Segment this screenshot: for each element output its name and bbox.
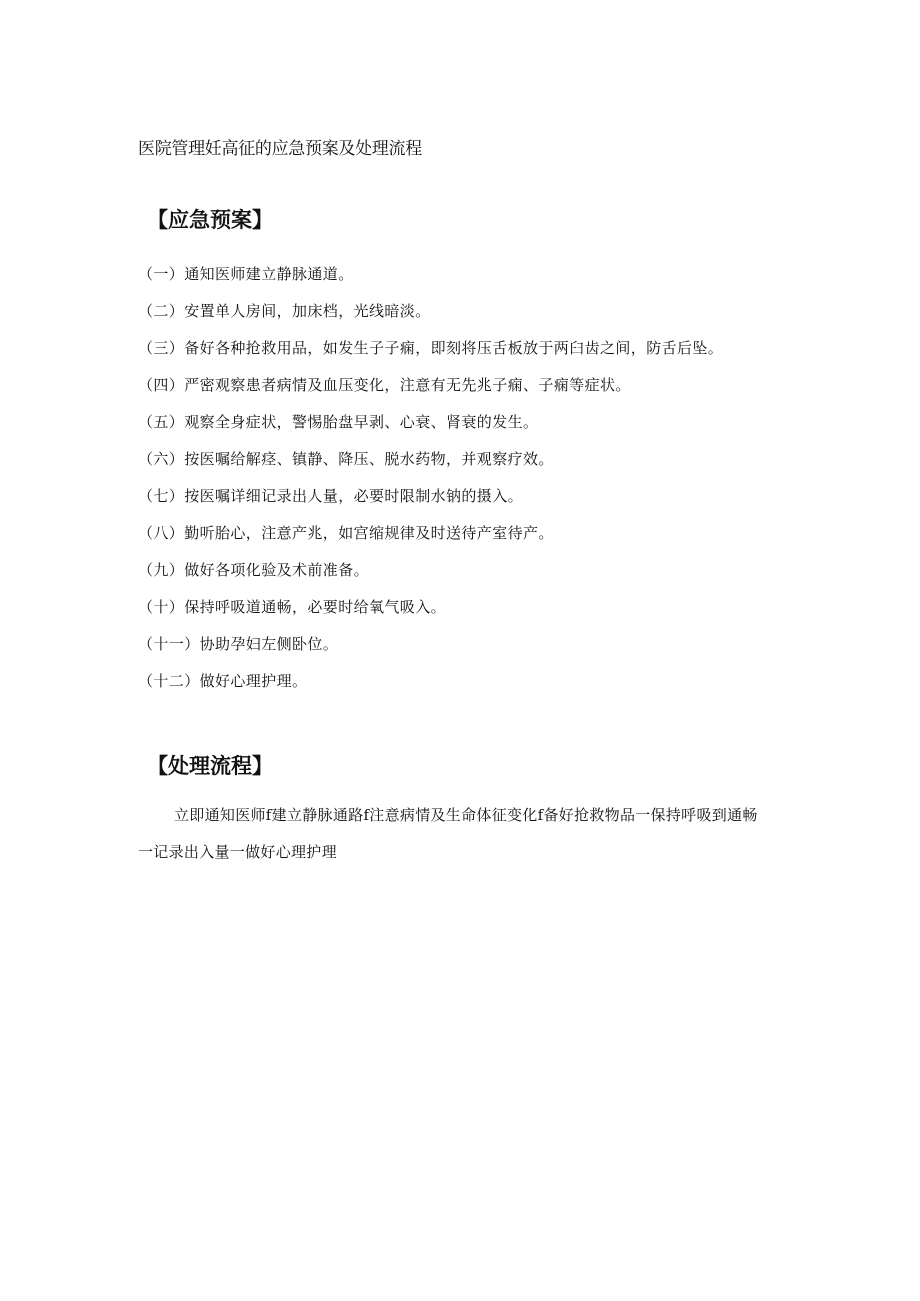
plan-item-2: （二）安置单人房间，加床档，光线暗淡。 — [138, 302, 431, 320]
process-flow-text: 立即通知医师f建立静脉通路f注意病情及生命体征变化f备好抢救物品一保持呼吸到通畅一记录出入量一做好心理护理 — [138, 806, 758, 861]
plan-item-5: （五）观察全身症状，警惕胎盘早剥、心衰、肾衰的发生。 — [138, 413, 539, 431]
plan-item-6: （六）按医嘱给解痉、镇静、降压、脱水药物，并观察疗效。 — [138, 450, 554, 468]
document-title: 医院管理妊高征的应急预案及处理流程 — [138, 139, 422, 159]
process-flow-heading: 【处理流程】 — [147, 754, 273, 778]
plan-item-1: （一）通知医师建立静脉通道。 — [138, 265, 354, 283]
plan-item-8: （八）勤听胎心，注意产兆，如宫缩规律及时送待产室待产。 — [138, 524, 554, 542]
plan-item-4: （四）严密观察患者病情及血压变化，注意有无先兆子痫、子痫等症状。 — [138, 376, 631, 394]
plan-item-3: （三）备好各种抢救用品，如发生子子痫，即刻将压舌板放于两臼齿之间，防舌后坠。 — [138, 339, 724, 357]
plan-item-10: （十）保持呼吸道通畅，必要时给氧气吸入。 — [138, 598, 447, 616]
plan-item-9: （九）做好各项化验及术前准备。 — [138, 561, 370, 579]
plan-item-11: （十一）协助孕妇左侧卧位。 — [138, 635, 339, 653]
emergency-plan-heading: 【应急预案】 — [147, 208, 273, 232]
plan-item-7: （七）按医嘱详细记录出人量，必要时限制水钠的摄入。 — [138, 487, 524, 505]
emergency-plan-list — [138, 256, 758, 700]
plan-item-12: （十二）做好心理护理。 — [138, 672, 308, 690]
